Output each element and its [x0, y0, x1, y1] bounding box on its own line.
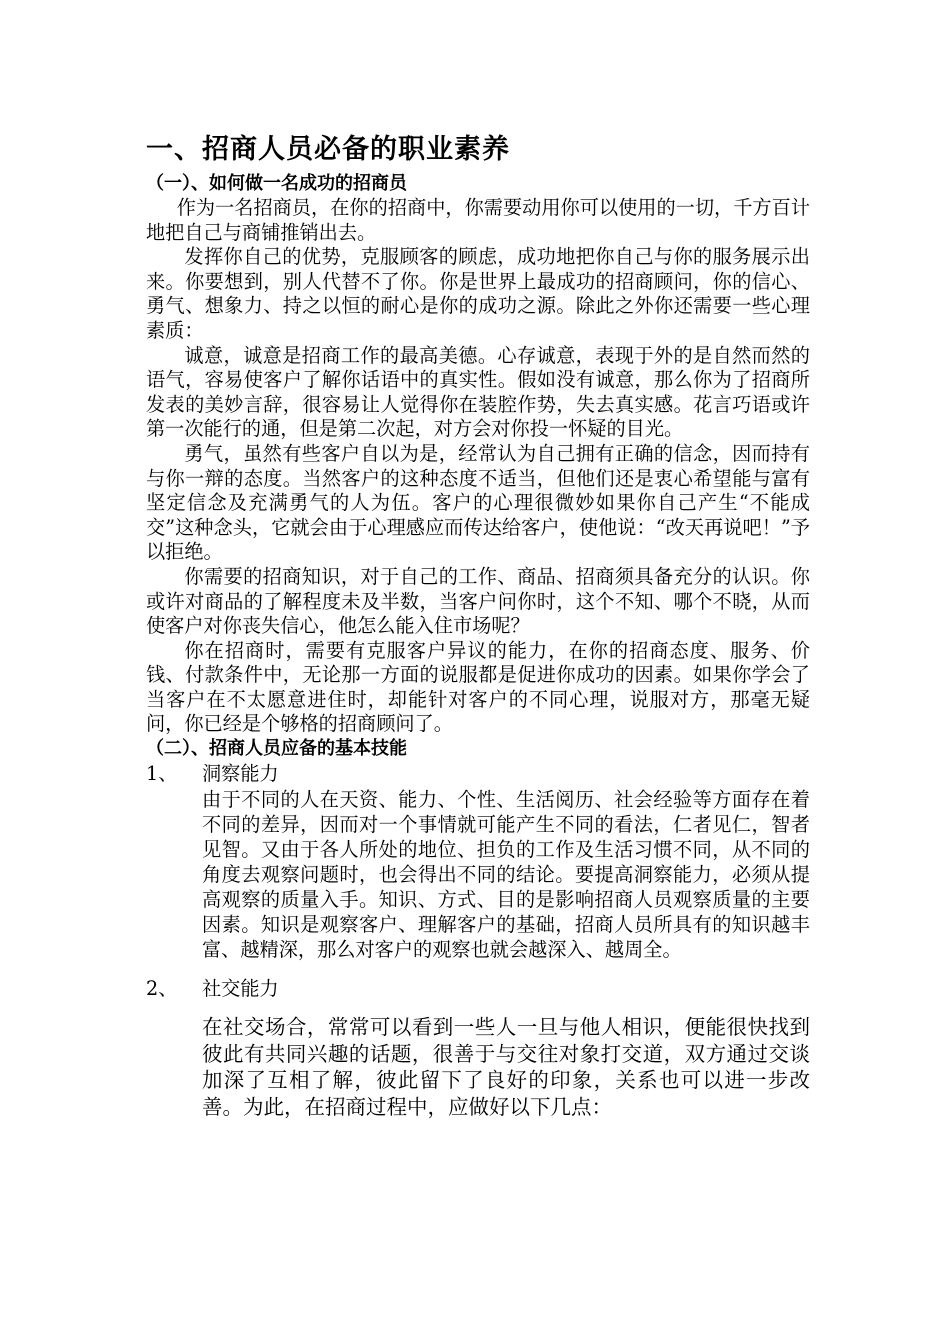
paragraph: 你需要的招商知识，对于自己的工作、商品、招商须具备充分的认识。你或许对商品的了解程度未及半数，当客户问你时，这个不知、哪个不晓，从而使客户对你丧失信心，他怎么能入住市场呢？	[146, 564, 810, 638]
list-item-body: 在社交场合，常常可以看到一些人一旦与他人相识，便能很快找到彼此有共同兴趣的话题，很善于与交往对象打交道，双方通过交谈加深了互相了解，彼此留下了良好的印象，关系也可以进一步改善。为此，在招商过程中，应做好以下几点：	[202, 1015, 810, 1119]
section-heading-1: （一）、如何做一名成功的招商员	[146, 173, 407, 194]
list-item	[146, 976, 810, 1120]
list-item-header	[146, 761, 810, 787]
paragraph: 你在招商时，需要有克服客户异议的能力，在你的招商态度、服务、价钱、付款条件中，无论那一方面的说服都是促进你成功的因素。如果你学会了当客户在不太愿意进住时，却能针对客户的不同心理，说服对方，那毫无疑问，你已经是个够格的招商顾问了。	[146, 638, 810, 736]
list-item-label: 社交能力	[202, 977, 279, 1001]
list-item-number: 2、	[146, 977, 178, 1001]
paragraph: 诚意，诚意是招商工作的最高美德。心存诚意，表现于外的是自然而然的语气，容易使客户了解你话语中的真实性。假如没有诚意，那么你为了招商所发表的美妙言辞，很容易让人觉得你在装腔作势，失去真实感。花言巧语或许第一次能行的通，但是第二次起，对方会对你投一怀疑的目光。	[146, 343, 810, 441]
list-item-header	[146, 976, 810, 1002]
paragraph: 作为一名招商员，在你的招商中，你需要动用你可以使用的一切，千方百计地把自己与商铺推销出去。	[146, 196, 810, 244]
paragraph: 勇气，虽然有些客户自以为是，经常认为自己拥有正确的信念，因而持有与你一辩的态度。当然客户的这种态度不适当，但他们还是衷心希望能与富有坚定信念及充满勇气的人为伍。客户的心理很微妙如果你自己产生“不能成交”这种念头，它就会由于心理感应而传达给客户，使他说：“改天再说吧！”予以拒绝。	[146, 441, 810, 564]
document-page	[146, 130, 810, 1120]
list-item-label: 洞察能力	[202, 762, 279, 786]
list-item	[146, 761, 810, 962]
list-item-number: 1、	[146, 762, 178, 786]
list-item-body: 由于不同的人在天资、能力、个性、生活阅历、社会经验等方面存在着不同的差异，因而对一个事情就可能产生不同的看法，仁者见仁，智者见智。又由于各人所处的地位、担负的工作及生活习惯不同，从不同的角度去观察问题时，也会得出不同的结论。要提高洞察能力，必须从提高观察的质量入手。知识、方式、目的是影响招商人员观察质量的主要因素。知识是观察客户、理解客户的基础，招商人员所具有的知识越丰富、越精深，那么对客户的观察也就会越深入、越周全。	[202, 788, 810, 962]
paragraph: 发挥你自己的优势，克服顾客的顾虑，成功地把你自己与你的服务展示出来。你要想到，别人代替不了你。你是世界上最成功的招商顾问，你的信心、勇气、想象力、持之以恒的耐心是你的成功之源。除此之外你还需要一些心理素质：	[146, 245, 810, 342]
section-heading-2: （二）、招商人员应备的基本技能	[146, 738, 407, 760]
page-title: 一、招商人员必备的职业素养	[146, 134, 510, 165]
